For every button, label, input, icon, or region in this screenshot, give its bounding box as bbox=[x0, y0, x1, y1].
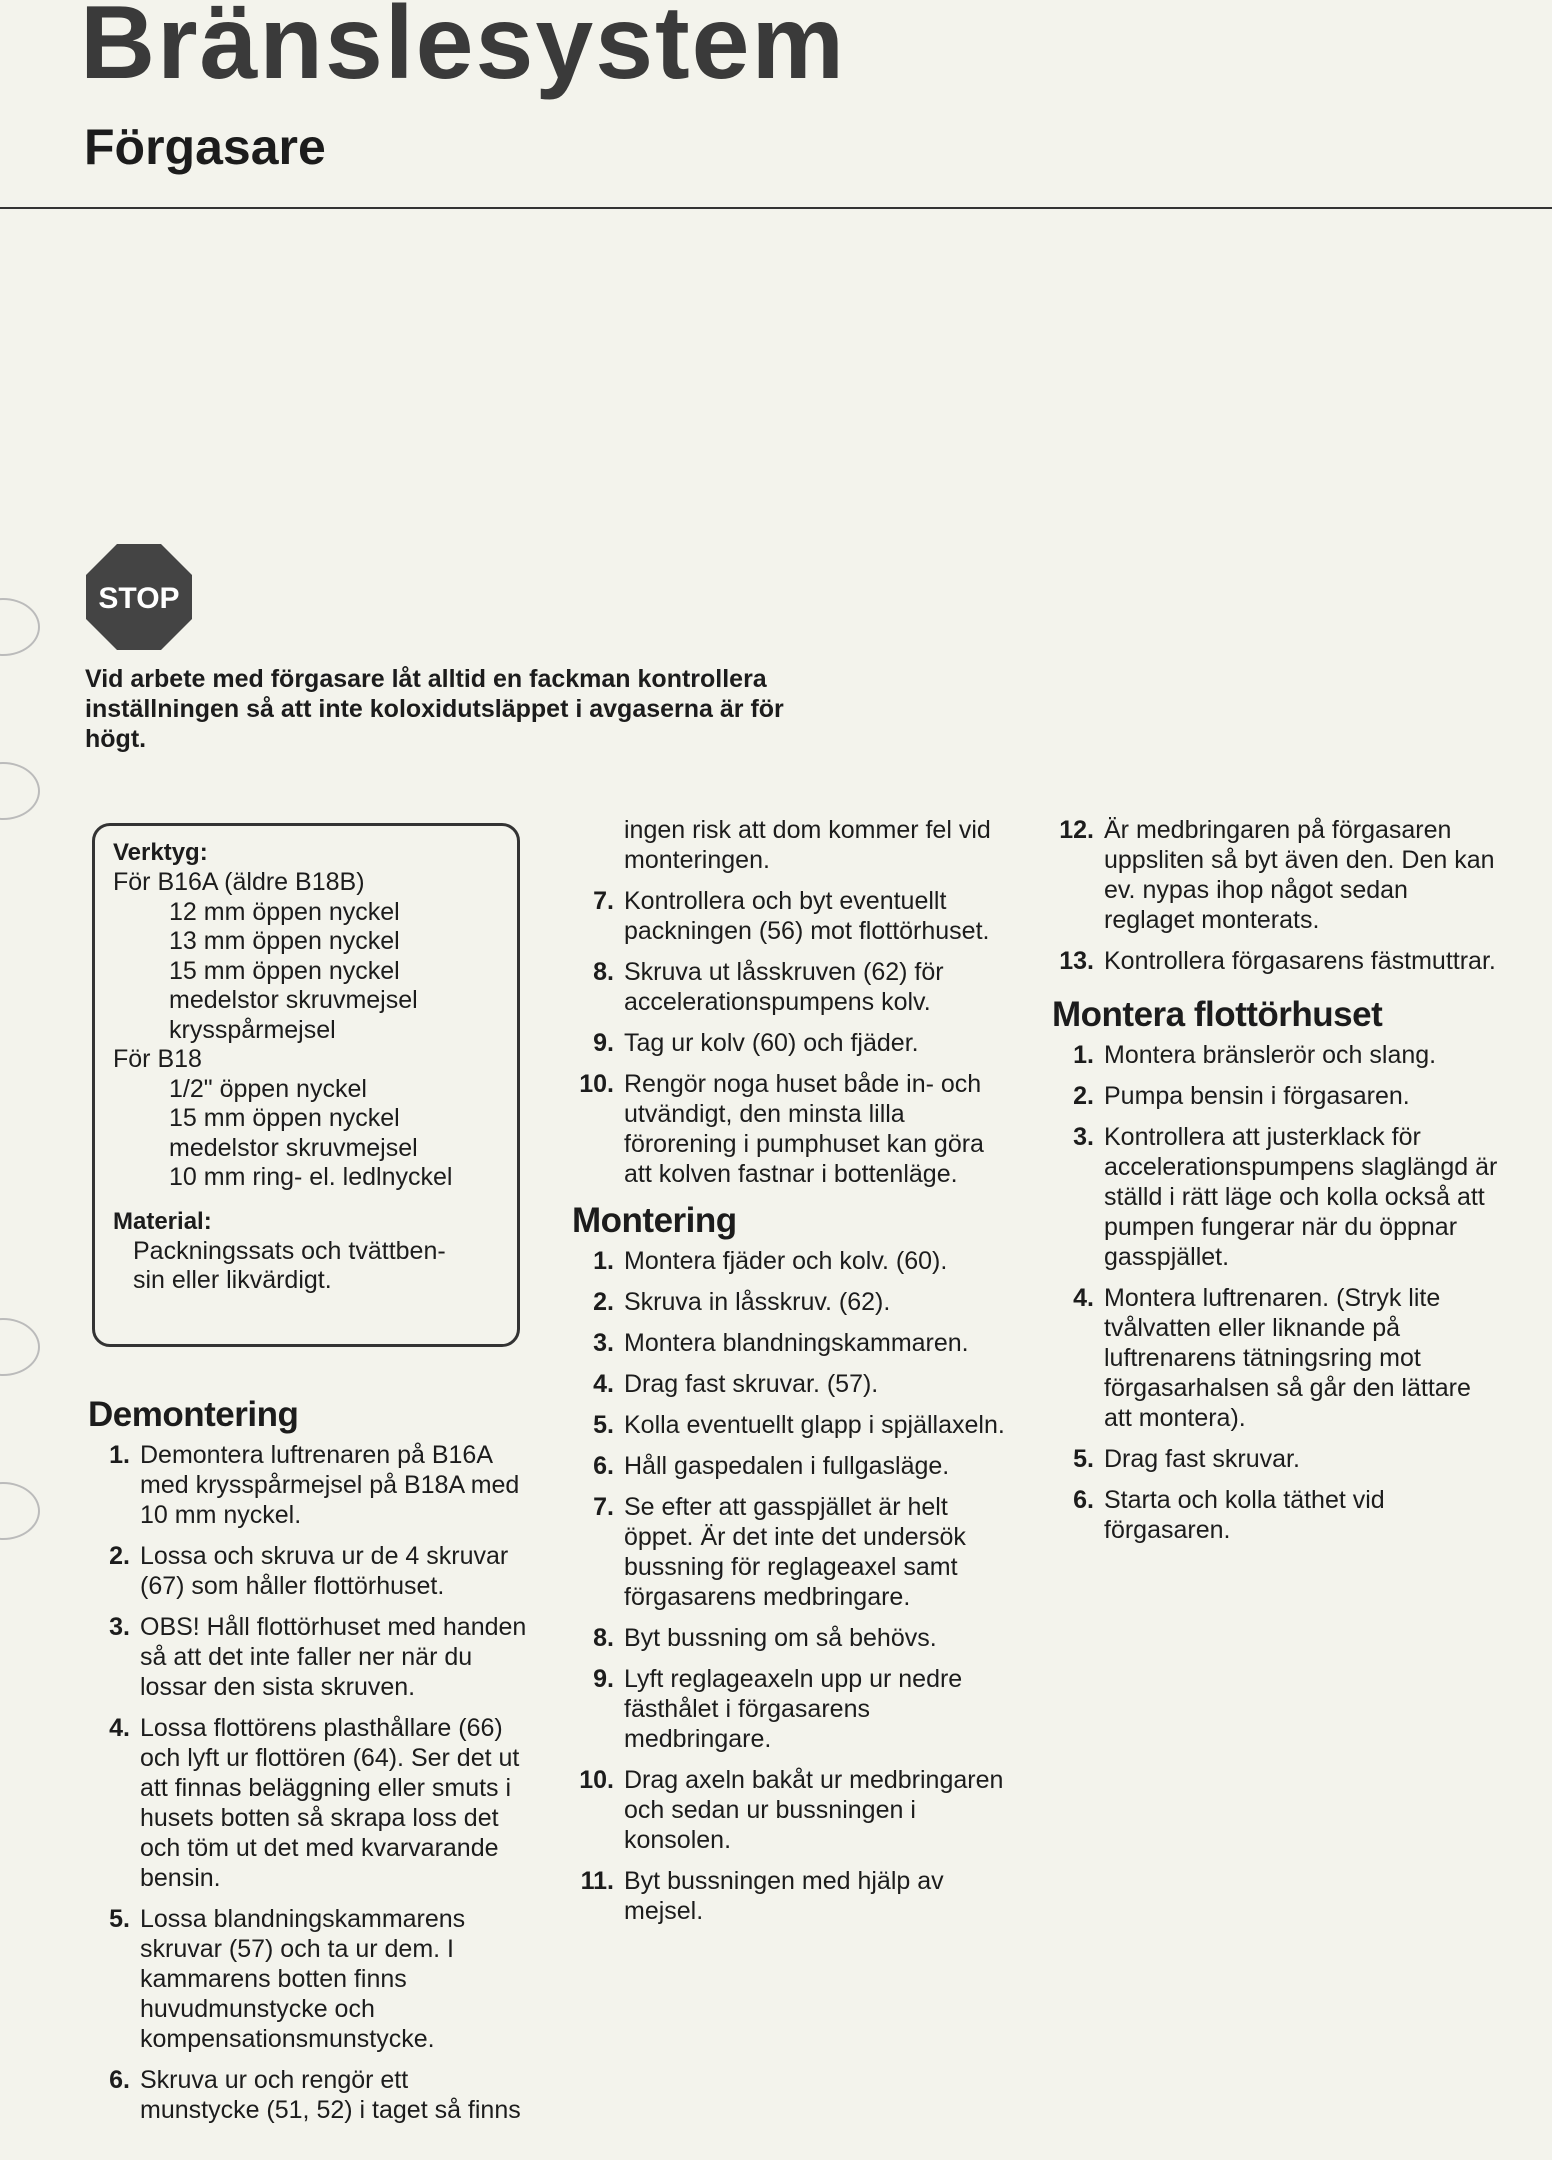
step-number: 5. bbox=[1073, 1445, 1094, 1473]
step-number: 8. bbox=[593, 958, 614, 986]
step-text: Pumpa bensin i förgasaren. bbox=[1104, 1082, 1410, 1110]
step-number: 7. bbox=[593, 887, 614, 915]
demontering-heading: Demontering bbox=[88, 1395, 299, 1434]
b18-header: För B18 bbox=[113, 1045, 202, 1073]
step-number: 6. bbox=[109, 2066, 130, 2094]
step-text: Drag fast skruvar. bbox=[1104, 1445, 1300, 1473]
step-text: Montera bränslerör och slang. bbox=[1104, 1041, 1437, 1069]
list-item bbox=[572, 1492, 1012, 1612]
stop-sign-label: STOP bbox=[98, 582, 180, 615]
page-title: Bränslesystem bbox=[80, 0, 846, 101]
step-text: Montera luftrenaren. (Stryk lite tvålvatten eller liknande på luftrenarens tätningsring mot förgasarhalsen så går den lättare att montera). bbox=[1104, 1284, 1471, 1432]
list-item bbox=[88, 1440, 528, 1530]
montera-flottorhuset-heading: Montera flottörhuset bbox=[1052, 995, 1383, 1034]
list-item bbox=[1052, 1444, 1502, 1474]
list-item bbox=[572, 1866, 1012, 1926]
tool-item: 13 mm öppen nyckel bbox=[169, 927, 400, 955]
step-text: Lossa och skruva ur de 4 skruvar (67) som håller flottörhuset. bbox=[140, 1542, 509, 1600]
step-text: Lyft reglageaxeln upp ur nedre fästhålet i förgasarens medbringare. bbox=[624, 1665, 963, 1753]
punch-hole bbox=[0, 1482, 40, 1540]
list-item bbox=[88, 2065, 528, 2125]
montering-steps-continued bbox=[1052, 815, 1502, 976]
list-item bbox=[572, 1664, 1012, 1754]
step-number: 4. bbox=[109, 1714, 130, 1742]
step-text: Byt bussningen med hjälp av mejsel. bbox=[624, 1867, 944, 1925]
list-item bbox=[88, 1904, 528, 2054]
step-number: 3. bbox=[1073, 1123, 1094, 1151]
stop-sign-icon bbox=[86, 544, 192, 650]
list-item bbox=[572, 1451, 1012, 1481]
step-number: 8. bbox=[593, 1624, 614, 1652]
warning-text: Vid arbete med förgasare låt alltid en fackman kontrollera inställningen så att inte koloxidutsläppet i avgaserna är för högt. bbox=[85, 665, 784, 753]
step-number: 6. bbox=[1073, 1486, 1094, 1514]
step-number: 4. bbox=[1073, 1284, 1094, 1312]
step-number: 10. bbox=[579, 1766, 614, 1794]
tool-item: krysspårmejsel bbox=[169, 1015, 336, 1044]
step-number: 2. bbox=[1073, 1082, 1094, 1110]
tool-item: medelstor skruvmejsel bbox=[169, 1133, 418, 1162]
column-right bbox=[1052, 815, 1502, 1556]
tool-item: 15 mm öppen nyckel bbox=[169, 956, 400, 985]
step-number: 6. bbox=[593, 1452, 614, 1480]
list-item bbox=[1052, 1040, 1502, 1070]
list-item bbox=[1052, 1122, 1502, 1272]
list-item bbox=[572, 1623, 1012, 1653]
step-text: Håll gaspedalen i fullgasläge. bbox=[624, 1452, 950, 1480]
column-left bbox=[88, 1394, 528, 2136]
step-number: 1. bbox=[109, 1441, 130, 1469]
material-label: Material: bbox=[113, 1207, 212, 1235]
list-item bbox=[572, 1765, 1012, 1855]
list-item bbox=[572, 886, 1012, 946]
step-number: 1. bbox=[1073, 1041, 1094, 1069]
list-item bbox=[1052, 815, 1502, 935]
b18-tool-list bbox=[113, 1075, 499, 1193]
step-number: 12. bbox=[1059, 816, 1094, 844]
montering-steps bbox=[572, 1246, 1012, 1926]
material-list bbox=[113, 1237, 499, 1296]
step-continuation: ingen risk att dom kommer fel vid monteringen. bbox=[624, 816, 991, 874]
tools-box bbox=[92, 823, 520, 1347]
step-text: Starta och kolla täthet vid förgasaren. bbox=[1104, 1486, 1385, 1544]
page-subtitle: Förgasare bbox=[84, 119, 326, 175]
punch-hole bbox=[0, 598, 40, 656]
step-text: Är medbringaren på förgasaren uppsliten så byt även den. Den kan ev. nypas ihop något sedan reglaget monterats. bbox=[1104, 816, 1495, 934]
punch-hole bbox=[0, 1318, 40, 1376]
step-number: 5. bbox=[593, 1411, 614, 1439]
step-text: Drag axeln bakåt ur medbringaren och sedan ur bussningen i konsolen. bbox=[624, 1766, 1004, 1854]
step-number: 11. bbox=[580, 1867, 614, 1895]
column-middle bbox=[572, 815, 1012, 1937]
step-text: Kolla eventuellt glapp i spjällaxeln. bbox=[624, 1411, 1005, 1439]
step-number: 5. bbox=[109, 1905, 130, 1933]
step-text: Se efter att gasspjället är helt öppet. Är det inte det undersök bussning för reglageaxel samt förgasarens medbringare. bbox=[624, 1493, 966, 1611]
step-text: Kontrollera förgasarens fästmuttrar. bbox=[1104, 947, 1496, 975]
step-text: Skruva in låsskruv. (62). bbox=[624, 1288, 891, 1316]
list-item bbox=[572, 1246, 1012, 1276]
step-number: 3. bbox=[593, 1329, 614, 1357]
list-item bbox=[572, 1369, 1012, 1399]
step-number: 10. bbox=[579, 1070, 614, 1098]
list-item bbox=[572, 1410, 1012, 1440]
step-text: Kontrollera att justerklack för accelerationspumpens slaglängd är ställd i rätt läge och kolla också att pumpen fungerar när du öppnar gasspjället. bbox=[1104, 1123, 1498, 1271]
list-item bbox=[572, 1069, 1012, 1189]
step-text: Kontrollera och byt eventuellt packningen (56) mot flottörhuset. bbox=[624, 887, 990, 945]
list-item bbox=[88, 1612, 528, 1702]
tool-item: Packningssats och tvättben- bbox=[133, 1236, 446, 1265]
step-text: Demontera luftrenaren på B16A med krysspårmejsel på B18A med 10 mm nyckel. bbox=[140, 1441, 520, 1529]
tool-item: sin eller likvärdigt. bbox=[133, 1266, 332, 1294]
list-item bbox=[572, 1287, 1012, 1317]
step-number: 1. bbox=[593, 1247, 614, 1275]
tool-item: 12 mm öppen nyckel bbox=[169, 897, 400, 926]
step-text: Lossa blandningskammarens skruvar (57) och ta ur dem. I kammarens botten finns huvudmunstycke och kompensationsmunstycke. bbox=[140, 1905, 466, 2053]
step-text: OBS! Håll flottörhuset med handen så att det inte faller ner när du lossar den sista skruven. bbox=[140, 1613, 527, 1701]
step-text: Tag ur kolv (60) och fjäder. bbox=[624, 1029, 919, 1057]
step-text: Drag fast skruvar. (57). bbox=[624, 1370, 879, 1398]
tools-label: Verktyg: bbox=[113, 839, 208, 866]
step-text: Skruva ur och rengör ett munstycke (51, 52) i taget så finns bbox=[140, 2066, 521, 2124]
tool-item: medelstor skruvmejsel bbox=[169, 986, 418, 1014]
step-number: 9. bbox=[593, 1029, 614, 1057]
b16-tool-list bbox=[113, 898, 499, 1046]
step-number: 2. bbox=[593, 1288, 614, 1316]
step-text: Montera fjäder och kolv. (60). bbox=[624, 1247, 948, 1275]
list-item bbox=[1052, 1283, 1502, 1433]
step-number: 2. bbox=[109, 1542, 130, 1570]
step-text: Skruva ut låsskruven (62) för accelerationspumpens kolv. bbox=[624, 958, 944, 1016]
step-number: 4. bbox=[593, 1370, 614, 1398]
demontering-steps-continued bbox=[572, 886, 1012, 1189]
step-number: 3. bbox=[109, 1613, 130, 1641]
step-number: 13. bbox=[1059, 947, 1094, 975]
montera-flottorhuset-steps bbox=[1052, 1040, 1502, 1545]
list-item bbox=[88, 1541, 528, 1601]
step-text: Lossa flottörens plasthållare (66) och lyft ur flottören (64). Ser det ut att finnas beläggning eller smuts i husets botten så skrapa loss det och töm ut det med kvarvarande bensin. bbox=[140, 1714, 520, 1892]
tool-item: 1/2" öppen nyckel bbox=[169, 1074, 367, 1103]
list-item bbox=[572, 1028, 1012, 1058]
b16-header: För B16A (äldre B18B) bbox=[113, 868, 365, 896]
montering-heading: Montering bbox=[572, 1201, 737, 1240]
list-item bbox=[1052, 946, 1502, 976]
step-text: Byt bussning om så behövs. bbox=[624, 1624, 937, 1652]
list-item bbox=[1052, 1081, 1502, 1111]
list-item bbox=[572, 957, 1012, 1017]
header-divider bbox=[0, 207, 1552, 209]
step-number: 9. bbox=[593, 1665, 614, 1693]
list-item bbox=[88, 1713, 528, 1893]
tool-item: 10 mm ring- el. ledlnyckel bbox=[169, 1163, 453, 1191]
list-item bbox=[572, 1328, 1012, 1358]
step-text: Rengör noga huset både in- och utvändigt, den minsta lilla förorening i pumphuset kan göra att kolven fastnar i bottenläge. bbox=[624, 1070, 984, 1188]
list-item bbox=[1052, 1485, 1502, 1545]
step-number: 7. bbox=[593, 1493, 614, 1521]
step-text: Montera blandningskammaren. bbox=[624, 1329, 969, 1357]
demontering-steps bbox=[88, 1440, 528, 2125]
tool-item: 15 mm öppen nyckel bbox=[169, 1104, 400, 1132]
punch-hole bbox=[0, 762, 40, 820]
